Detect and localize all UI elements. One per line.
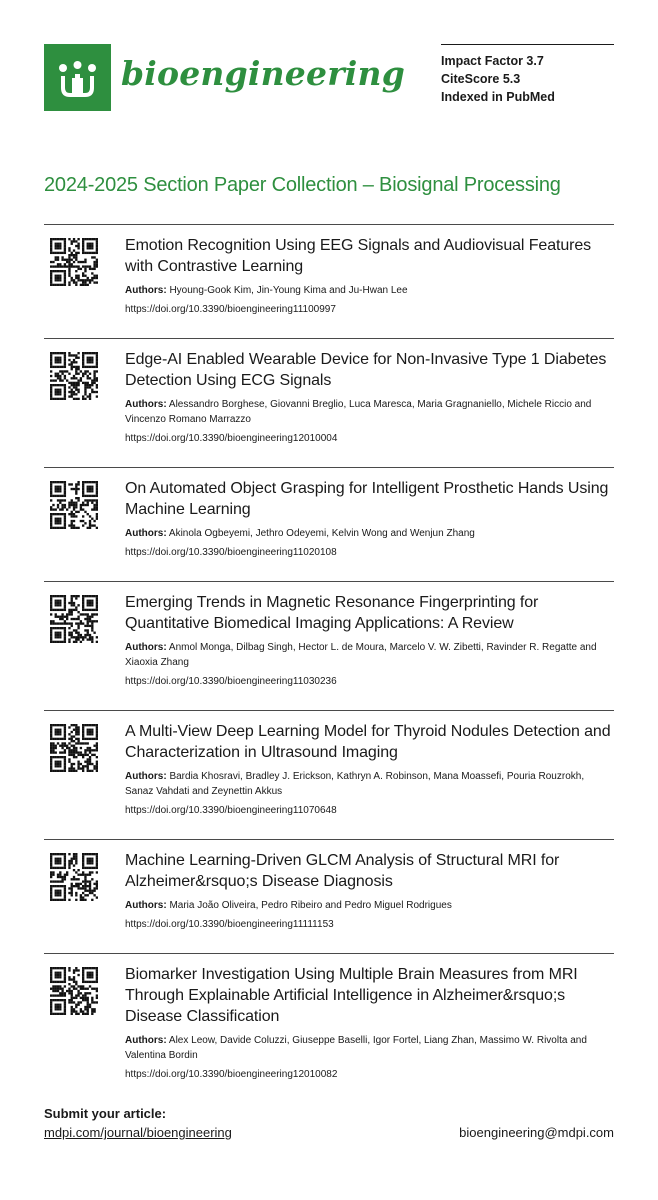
paper-doi-link[interactable]: https://doi.org/10.3390/bioengineering12010082 (125, 1069, 338, 1080)
qr-code-icon[interactable] (50, 967, 98, 1015)
paper-title: Edge-AI Enabled Wearable Device for Non-Invasive Type 1 Diabetes Detection Using ECG Signals (125, 351, 607, 389)
paper-doi-link[interactable]: https://doi.org/10.3390/bioengineering11100997 (125, 304, 336, 315)
paper-item (44, 953, 614, 1103)
paper-item (44, 224, 614, 338)
paper-doi-link[interactable]: https://doi.org/10.3390/bioengineering11020108 (125, 547, 337, 558)
contact-email[interactable]: bioengineering@mdpi.com (459, 1125, 614, 1140)
paper-item (44, 467, 614, 581)
qr-code-icon[interactable] (50, 238, 98, 286)
qr-code-icon[interactable] (50, 853, 98, 901)
journal-metrics (441, 44, 614, 106)
paper-item (44, 710, 614, 839)
citescore: CiteScore 5.3 (441, 72, 521, 86)
authors-names: Alex Leow, Davide Coluzzi, Giuseppe Baselli, Igor Fortel, Liang Zhan, Massimo W. Rivolta and Valentina Bordin (125, 1035, 587, 1061)
paper-title: A Multi-View Deep Learning Model for Thyroid Nodules Detection and Characterization in Ultrasound Imaging (125, 723, 611, 761)
authors-names: Hyoung-Gook Kim, Jin-Young Kima and Ju-Hwan Lee (169, 285, 408, 296)
paper-doi-link[interactable]: https://doi.org/10.3390/bioengineering11030236 (125, 676, 337, 687)
paper-list (44, 224, 614, 1103)
paper-title: Biomarker Investigation Using Multiple Brain Measures from MRI Through Explainable Artificial Intelligence in Alzheimer&rsquo;s Disease Classification (125, 966, 578, 1025)
paper-authors (125, 526, 614, 541)
authors-label: Authors: (125, 285, 167, 296)
paper-title: Emerging Trends in Magnetic Resonance Fingerprinting for Quantitative Biomedical Imaging Applications: A Review (125, 594, 539, 632)
paper-doi-link[interactable]: https://doi.org/10.3390/bioengineering12010004 (125, 433, 338, 444)
paper-item (44, 839, 614, 953)
journal-name: bioengineering (121, 54, 405, 93)
paper-item (44, 581, 614, 710)
paper-authors (125, 397, 614, 427)
authors-label: Authors: (125, 900, 167, 911)
paper-doi-link[interactable]: https://doi.org/10.3390/bioengineering11070648 (125, 805, 337, 816)
authors-names: Anmol Monga, Dilbag Singh, Hector L. de Moura, Marcelo V. W. Zibetti, Ravinder R. Regatte and Xiaoxia Zhang (125, 642, 597, 668)
authors-label: Authors: (125, 771, 167, 782)
paper-item (44, 338, 614, 467)
paper-authors (125, 1033, 614, 1063)
authors-names: Akinola Ogbeyemi, Jethro Odeyemi, Kelvin Wong and Wenjun Zhang (168, 528, 475, 539)
collection-title: 2024-2025 Section Paper Collection – Biosignal Processing (44, 174, 561, 196)
impact-factor: Impact Factor 3.7 (441, 54, 544, 68)
paper-authors (125, 769, 614, 799)
paper-title: On Automated Object Grasping for Intelligent Prosthetic Hands Using Machine Learning (125, 480, 609, 518)
qr-code-icon[interactable] (50, 724, 98, 772)
paper-authors (125, 898, 614, 913)
paper-title: Machine Learning-Driven GLCM Analysis of Structural MRI for Alzheimer&rsquo;s Disease Diagnosis (125, 852, 560, 890)
qr-code-icon[interactable] (50, 595, 98, 643)
paper-authors (125, 283, 614, 298)
qr-code-icon[interactable] (50, 481, 98, 529)
paper-doi-link[interactable]: https://doi.org/10.3390/bioengineering11111153 (125, 919, 334, 930)
journal-logo-icon (44, 44, 111, 111)
indexed-in: Indexed in PubMed (441, 90, 555, 104)
authors-label: Authors: (125, 399, 167, 410)
authors-label: Authors: (125, 642, 167, 653)
qr-code-icon[interactable] (50, 352, 98, 400)
authors-label: Authors: (125, 528, 167, 539)
submit-link[interactable]: mdpi.com/journal/bioengineering (44, 1125, 232, 1140)
authors-names: Maria João Oliveira, Pedro Ribeiro and Pedro Miguel Rodrigues (169, 900, 452, 911)
paper-title: Emotion Recognition Using EEG Signals and Audiovisual Features with Contrastive Learning (125, 237, 592, 275)
authors-names: Alessandro Borghese, Giovanni Breglio, Luca Maresca, Maria Gragnaniello, Michele Riccio and Vincenzo Romano Marrazzo (125, 399, 592, 425)
submit-label: Submit your article: (44, 1106, 167, 1121)
authors-names: Bardia Khosravi, Bradley J. Erickson, Kathryn A. Robinson, Mana Moassefi, Pouria Rouzrokh, Sanaz Vahdati and Zeynettin Akkus (125, 771, 585, 797)
paper-authors (125, 640, 614, 670)
authors-label: Authors: (125, 1035, 167, 1046)
